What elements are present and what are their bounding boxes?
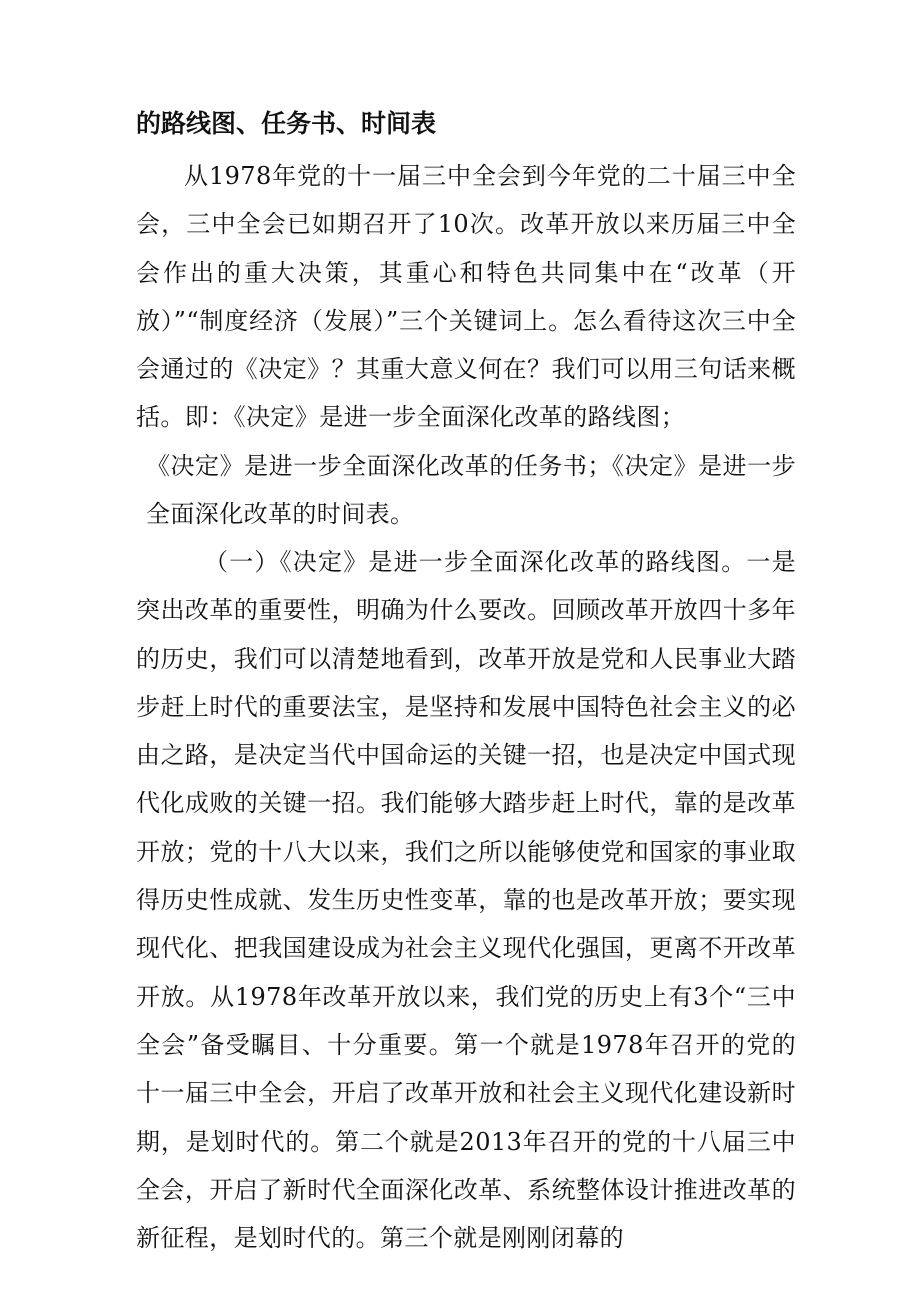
- section-heading: 的路线图、任务书、时间表: [136, 109, 437, 138]
- paragraph-intro: 从1978年党的十一届三中全会到今年党的二十届三中全会，三中全会已如期召开了10次。改革开放以来历届三中全会作出的重大决策，其重心和特色共同集中在“改革（开放）”“制度经济（发展）”三个关键词上。怎么看待这次三中全会通过的《决定》？其重大意义何在？我们可以用三句话来概括。即：《决定》是进一步全面深化改革的路线图；: [136, 162, 796, 432]
- paragraph-section-one: （一）《决定》是进一步全面深化改革的路线图。一是突出改革的重要性，明确为什么要改。回顾改革开放四十多年的历史，我们可以清楚地看到，改革开放是党和人民事业大踏步赶上时代的重要法宝，是坚持和发展中国特色社会主义的必由之路，是决定当代中国命运的关键一招，也是决定中国式现代化成败的关键一招。我们能够大踏步赶上时代，靠的是改革开放；党的十八大以来，我们之所以能够使党和国家的事业取得历史性成就、发生历史性变革，靠的也是改革开放；要实现现代化、把我国建设成为社会主义现代化强国，更离不开改革开放。从1978年改革开放以来，我们党的历史上有3个“三中全会”备受瞩目、十分重要。第一个就是1978年召开的党的十一届三中全会，开启了改革开放和社会主义现代化建设新时期，是划时代的。第二个就是2013年召开的党的十八届三中全会，开启了新时代全面深化改革、系统整体设计推进改革的新征程，是划时代的。第三个就是刚刚闭幕的: [136, 548, 796, 1253]
- paragraph-summary: 《决定》是进一步全面深化改革的任务书；《决定》是进一步全面深化改革的时间表。: [146, 452, 796, 529]
